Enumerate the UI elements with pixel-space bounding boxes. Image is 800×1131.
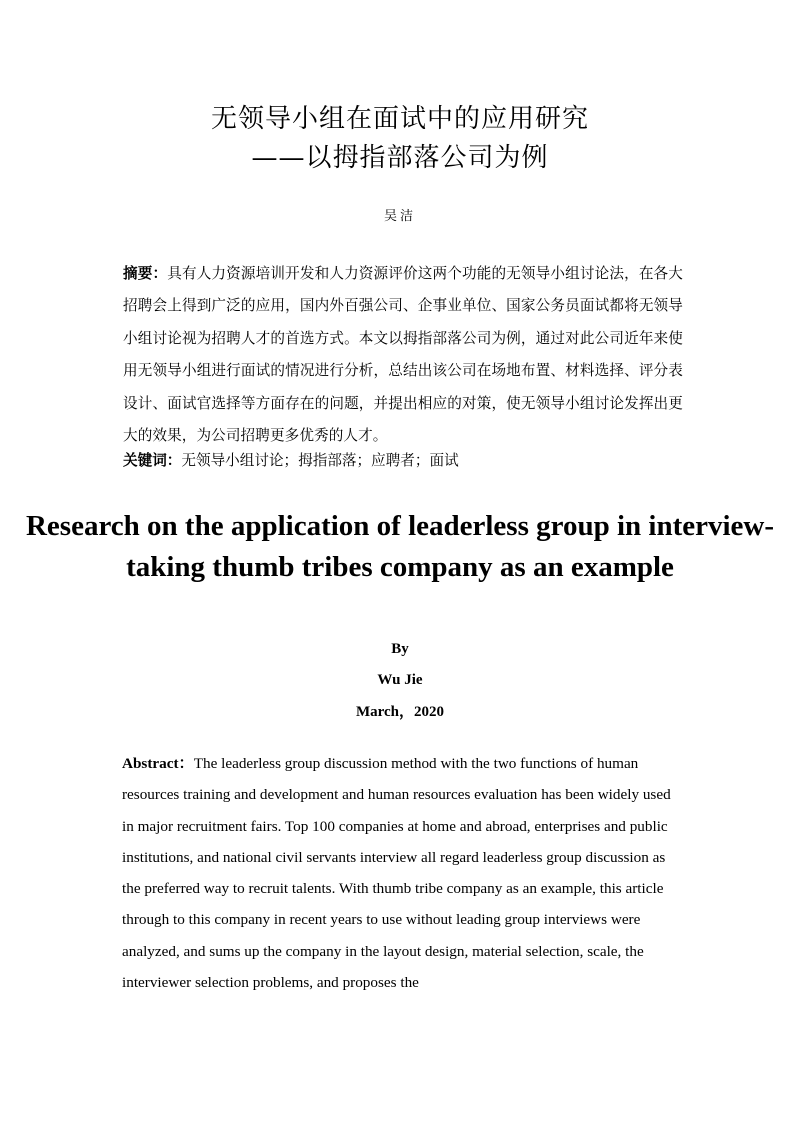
chinese-keywords-text: 无领导小组讨论；拇指部落；应聘者；面试	[181, 452, 459, 469]
english-title: Research on the application of leaderless group in interview- taking thumb tribes company as an example	[25, 510, 775, 583]
english-date: March，2020	[355, 704, 445, 720]
chinese-abstract-text: 具有人力资源培训开发和人力资源评价这两个功能的无领导小组讨论法，在各大招聘会上得到广泛的应用，国内外百强公司、企事业单位、国家公务员面试都将无领导小组讨论视为招聘人才的首选方式。本文以拇指部落公司为例，通过对此公司近年来使用无领导小组进行面试的情况进行分析，总结出该公司在场地布置、材料选择、评分表设计、面试官选择等方面存在的问题，并提出相应的对策，使无领导小组讨论发挥出更大的效果，为公司招聘更多优秀的人才。	[123, 265, 683, 445]
chinese-keywords	[123, 447, 683, 475]
chinese-keywords-label: 关键词：	[123, 452, 182, 469]
english-abstract-text: The leaderless group discussion method with the two functions of human resources training and development and human resources evaluation has been widely used in major recruitment fairs. Top 100 companies at home and abroad, enterprises and public institutions, and national civil servants interview all regard leaderless group discussion as the preferred way to recruit talents. With thumb tribe company as an example, this article through to this company in recent years to use without leading group interviews were analyzed, and sums up the company in the layout design, material selection, scale, the interviewer selection problems, and proposes the	[122, 755, 671, 992]
english-abstract	[122, 748, 682, 998]
english-author: Wu Jie	[377, 672, 423, 688]
chinese-title-line-1: 无领导小组在面试中的应用研究	[210, 104, 589, 134]
english-abstract-label: Abstract：	[122, 755, 194, 772]
chinese-abstract	[123, 258, 683, 452]
chinese-author: 吴洁	[383, 209, 416, 224]
chinese-title-line-2: ——以拇指部落公司为例	[251, 143, 549, 173]
chinese-abstract-label: 摘要：	[123, 265, 168, 282]
english-by: By	[391, 641, 409, 657]
